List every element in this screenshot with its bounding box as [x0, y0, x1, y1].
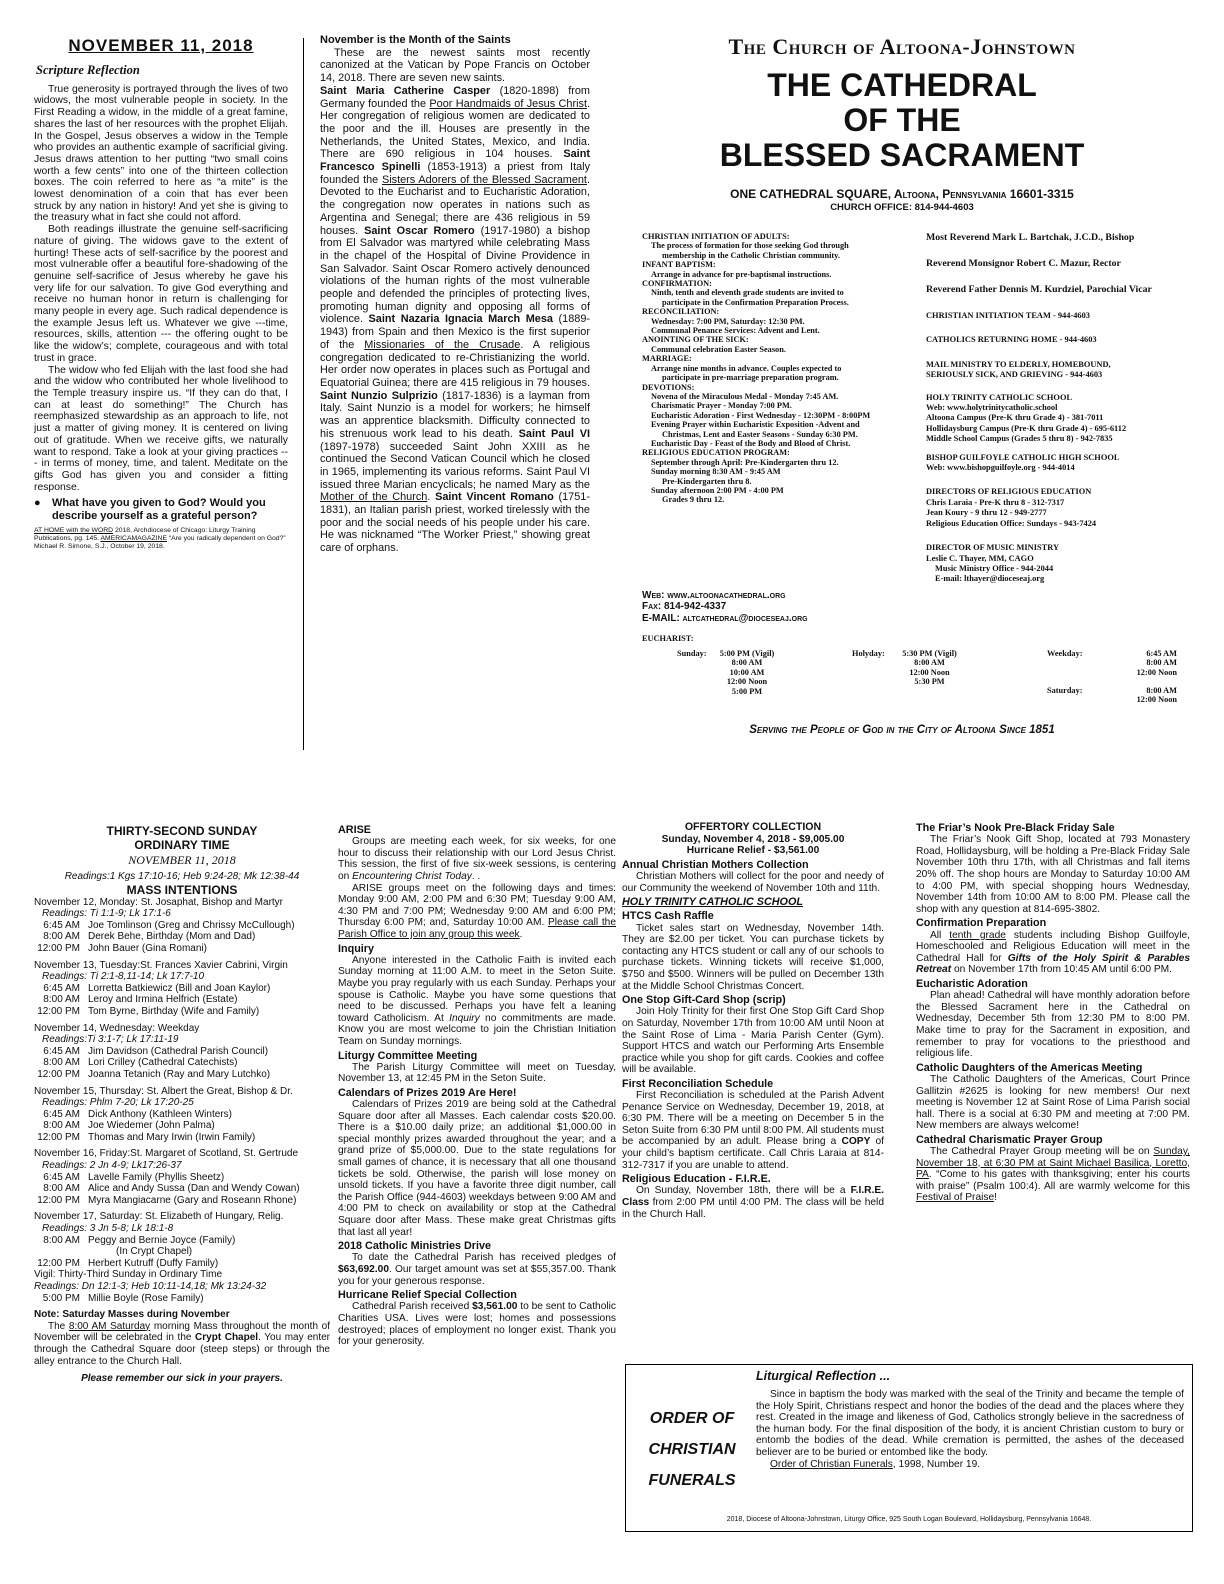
serving-tagline: Serving the People of God in the City of Altoona Since 1851 [749, 724, 1055, 736]
mass-row: 12:00 PM Herbert Kutruff (Duffy Family) [37, 1257, 219, 1269]
fire-heading: Religious Education - F.I.R.E. [622, 1173, 771, 1186]
mass-day-title: November 16, Friday:St. Margaret of Scotland, St. Gertrude [34, 1148, 299, 1160]
call-parish-office-link[interactable]: Please call the Parish Office to join any group this week [338, 917, 616, 940]
question-text: What have you given to God? Would you describe yourself as a grateful person? [52, 497, 266, 522]
sacrament-heading: CONFIRMATION: [642, 279, 712, 289]
arise-heading: ARISE [338, 824, 371, 836]
confirmation-text: All tenth grade students including Bishop Guilfoyle, Homeschooled and Religious Education will meet in the Cathedral Hall for Gifts of the Holy Spirit & Parables Retreat on November 17th from 10:45 AM until 6:00 PM. [916, 929, 1190, 976]
mass-row: 8:00 AM Alice and Andy Sussa (Dan and Wendy Cowan) [43, 1183, 300, 1195]
note-heading: Note: Saturday Masses during November [34, 1309, 230, 1321]
adoration-heading: Eucharistic Adoration [916, 977, 1028, 990]
sunday-title-2: ORDINARY TIME [134, 838, 230, 852]
mass-row: 5:00 PM Millie Boyle (Rose Family) [42, 1292, 204, 1304]
mass-row: 8:00 AM Leroy and Irmina Helfrich (Estate) [43, 994, 238, 1006]
arise-paragraph-1: Groups are meeting each week, for six weeks, for one hour to discuss their relationship with our Lord Jesus Christ. This session, the first of five six-week sessions, is centering on Encountering Christ Today. . [338, 836, 616, 882]
masthead [612, 34, 1192, 214]
mass-day-title: November 14, Wednesday: Weekday [34, 1022, 200, 1034]
bulletin-date: NOVEMBER 11, 2018 [68, 36, 254, 55]
saint-name: Saint Nunzio Sulprizio [320, 389, 438, 402]
sacrament-heading: CHRISTIAN INITIATION OF ADULTS: [642, 232, 790, 241]
saint-link[interactable]: Sisters Adorers of the Blessed Sacrament [381, 173, 587, 186]
mass-row: (In Crypt Chapel) [116, 1246, 193, 1258]
funerals-citation-link[interactable]: Order of Christian Funerals [770, 1458, 893, 1470]
eucharist-label: EUCHARIST: [642, 634, 694, 643]
htcs-heading: HOLY TRINITY CATHOLIC SCHOOL [622, 896, 803, 909]
reflection-paragraph-3: The widow who fed Elijah with the last food she had and the widow who contributed her whole livelihood to the Temple treasury inspire us. “If they can do that, I can at least do something!” The Church has reemphasized stewardship as an approach to life, not just a matter of giving money. It is centered on living out of gratitude. When we receive gifts, we naturally want to respond. Take a look at your giving practices --- in terms of money, time, and talent. Meditate on the gifts God has given you and consider a fitting response. [34, 364, 288, 493]
vigil-readings: Readings: Dn 12:1-3; Heb 10:11-14,18; Mk 13:24-32 [34, 1281, 267, 1292]
liturgical-heading: Liturgical Reflection ... [756, 1369, 891, 1383]
sunday-times: 5:00 PM (Vigil) 8:00 AM 10:00 AM 12:00 Noon 5:00 PM [719, 649, 775, 696]
note-text: The 8:00 AM Saturday morning Mass throughout the month of November will be celebrated in the Crypt Chapel. You may enter through the Cathedral Square door (steep steps) or through the alley entrance to the Church Hall. [34, 1320, 330, 1367]
offertory-sunday: Sunday, November 4, 2018 - $9,005.00 [661, 833, 845, 845]
offertory-hurricane: Hurricane Relief - $3,561.00 [686, 845, 820, 857]
bullet-icon: ● [34, 497, 41, 510]
mass-row: 8:00 AM Lori Crilley (Cathedral Catechists) [43, 1057, 238, 1069]
source-text-2: “Are you radically dependent on God?” Michael R. Simone, S.J., October 19, 2018. [34, 535, 286, 551]
saturday-times: 8:00 AM 12:00 Noon [1136, 686, 1177, 705]
clergy-vicar: Reverend Father Dennis M. Kurdziel, Parochial Vicar [926, 284, 1152, 295]
saint-name: Saint Francesco Spinelli [320, 148, 590, 174]
masthead-title-3: BLESSED SACRAMENT [719, 137, 1085, 173]
fire-text: On Sunday, November 18th, there will be a F.I.R.E. Class from 2:00 PM until 4:00 PM. The class will be held in the Church Hall. [622, 1185, 884, 1220]
reflection-heading: Scripture Reflection [36, 63, 140, 77]
mass-row: 8:00 AM Joe Wiedemer (John Palma) [43, 1120, 215, 1132]
sacrament-heading: ANOINTING OF THE SICK: [642, 335, 749, 345]
sick-prayers: Please remember our sick in your prayers. [81, 1373, 283, 1385]
liturgy-text: The Parish Liturgy Committee will meet on Tuesday, November 13, at 12:45 PM in the Seton Suite. [338, 1061, 616, 1085]
scrip-heading: One Stop Gift-Card Shop (scrip) [622, 994, 786, 1007]
contact-religious-ed: DIRECTORS OF RELIGIOUS EDUCATION Chris Laraia - Pre-K thru 8 - 312-7317 Jean Koury - 9 thru 12 - 949-2777 Religious Education Office: Sundays - 943-7424 [926, 487, 1097, 528]
column-divider [303, 38, 304, 750]
mass-row: 12:00 PM John Bauer (Gina Romani) [37, 942, 207, 954]
mothers-text: Christian Mothers will collect for the poor and needy of our Community the weekend of November 10th and 11th. [622, 870, 884, 894]
saint-link[interactable]: Mother of the Church [320, 491, 428, 504]
web-contacts [642, 590, 917, 630]
arise-column [338, 822, 616, 1544]
mass-day-title: November 12, Monday: St. Josaphat, Bishop and Martyr [34, 896, 284, 908]
friars-column [916, 822, 1190, 1358]
contact-bishop-guilfoyle: BISHOP GUILFOYLE CATHOLIC HIGH SCHOOL Web: www.bishopguilfoyle.org - 944-4014 [926, 452, 1120, 473]
cda-text: The Catholic Daughters of the Americas, Court Prince Gallitzin #2625 is looking for new members! Our next meeting is November 12 at Saint Rose of Lima Parish social hall. There is a social at 6:30 PM and meeting at 7:00 PM. New members are always welcome! [916, 1073, 1190, 1132]
prayer-group-heading: Cathedral Charismatic Prayer Group [916, 1133, 1103, 1146]
email-link[interactable]: E-MAIL: altcathedral@dioceseaj.org [642, 612, 808, 624]
mass-row: 6:45 AM Joe Tomlinson (Greg and Chrissy McCullough) [43, 919, 295, 931]
mass-row: 6:45 AM Jim Davidson (Cathedral Parish Council) [43, 1045, 269, 1057]
contact-music: DIRECTOR OF MUSIC MINISTRY Leslie C. Thayer, MM, CAGO Music Ministry Office - 944-2044 E-mail: lthayer@dioceseaj.org [926, 543, 1060, 584]
reconciliation-heading: First Reconciliation Schedule [622, 1077, 774, 1090]
mass-day-title: November 17, Saturday: St. Elizabeth of Hungary, Relig. [34, 1211, 284, 1223]
mass-row: 12:00 PM Joanna Tetanich (Ray and Mary Lutchko) [37, 1068, 271, 1080]
clergy-rector: Reverend Monsignor Robert C. Mazur, Rector [926, 258, 1121, 269]
holyday-label: Holyday: [852, 649, 885, 658]
friar-text: The Friar’s Nook Gift Shop, located at 793 Monastery Road, Hollidaysburg, will be holding a Pre-Black Friday Sale November 10th thru 17th, with all Christmas and fall items 20% off. The shop hours are Monday to Saturday 10:00 AM to 4:00 PM, with special shopping hours Wednesday, November 14th from 10:00 AM to 8:00 PM. Please call the shop with any question at 814-695-3802. [916, 834, 1190, 915]
sacrament-heading: INFANT BAPTISM: [642, 260, 716, 270]
sunday-label: Sunday: [677, 649, 707, 658]
mass-day: November 14, Wednesday: Weekday Readings:Ti 3:1-7; Lk 17:11-19 6:45 AM Jim Davidson (Cathedral Parish Council) 8:00 AM Lori Crilley (Cathedral Catechists) 12:00 PM Joanna Tetanich (Ray and Mary Lutchko) [34, 1023, 330, 1081]
prayer-group-text: The Cathedral Prayer Group meeting will be on Sunday, November 18, at 6:30 PM at Saint Michael Basilica, Loretto, PA. “Come to his gates with thanksgiving; enter his courts with praise” (Psalm 100:4). All are warmly welcome for this Festival of Praise! [916, 1146, 1190, 1204]
saint-name: Saint Oscar Romero [364, 224, 475, 237]
saint-link[interactable]: Poor Handmaids of Jesus Christ [429, 97, 587, 110]
fax-number: Fax: 814-942-4337 [642, 601, 727, 613]
inquiry-heading: Inquiry [338, 942, 374, 955]
mass-day: November 16, Friday:St. Margaret of Scotland, St. Gertrude Readings: 2 Jn 4-9; Lk17:26-37 6:45 AM Lavelle Family (Phyllis Sheetz) 8:00 AM Alice and Andy Sussa (Dan and Wendy Cowan) 12:00 PM Myra Mangiacarne (Gary and Roseann Rhone) [34, 1148, 330, 1206]
saints-intro: These are the newest saints most recently canonized at the Vatican by Pope Francis on October 14, 2018. There are seven new saints. [320, 46, 590, 85]
reflection-source [34, 527, 288, 551]
hurricane-text: Cathedral Parish received $3,561.00 to be sent to Catholic Charities USA. Lives were lost; homes and possessions destroyed; places of employment no longer exist. Thank you for your generosity. [338, 1301, 616, 1348]
mass-day: November 13, Tuesday:St. Frances Xavier Cabrini, Virgin Readings: Ti 2:1-8,11-14; Lk 17:7-10 6:45 AM Lorretta Batkiewicz (Bill and Joan Kaylor) 8:00 AM Leroy and Irmina Helfrich (Estate) 12:00 PM Tom Byrne, Birthday (Wife and Family) [34, 960, 330, 1018]
eucharist-schedule [642, 634, 1192, 709]
cda-heading: Catholic Daughters of the Americas Meeting [916, 1061, 1143, 1074]
inquiry-text: Anyone interested in the Catholic Faith is invited each Sunday morning at 11:00 A.M. to meet in the Seton Suite. Maybe you pray regularly with us each Sunday. Perhaps your spouse is Catholic. Maybe you have some questions that need to be discussed. Perhaps you have felt a leaning toward Catholicism. At Inquiry no commitments are made. Know you are most welcome to join the Christian Initiation Team on Sunday mornings. [338, 954, 616, 1047]
arise-paragraph-2: ARISE groups meet on the following days and times: Monday 9:00 AM, 2:00 PM and 6:30 PM; Tuesday 9:00 AM, 4:30 PM and 7:00 PM; Wednesday 9:00 AM and 6:00 PM; Thursday 6:00 PM; and, Saturday 10:00 AM. Please call the Parish Office to join any group this week. [338, 882, 616, 940]
contact-returning-home: CATHOLICS RETURNING HOME - 944-4603 [926, 335, 1097, 345]
scripture-column [34, 36, 288, 756]
scrip-text: Join Holy Trinity for their first One Stop Gift Card Shop on Saturday, November 17th from 10:00 AM until Noon at the Saint Rose of Lima - Maria Parish Center (Gym). Support HTCS and watch our Performing Arts Ensemble practice while you shop for gift cards. Cookies and coffee will be available. [622, 1006, 884, 1076]
sacrament-heading: RELIGIOUS EDUCATION PROGRAM: [642, 448, 790, 458]
saints-list: Saint Maria Catherine Casper (1820-1898) from Germany founded the Poor Handmaids of Jesus Christ. Her congregation of religious women are dedicated to the poor and the ill. Houses are presently in the Netherlands, the United States, Mexico, and India. There are 690 religious in 104 houses. Saint Francesco Spinelli (1853-1913) a priest from Italy founded the Sisters Adorers of the Blessed Sacrament. Devoted to the Eucharist and to Eucharistic Adoration, the congregation now operates in nations such as Argentina and Senegal; there are 436 religious in 59 houses. Saint Oscar Romero (1917-1980) a bishop from El Salvador was martyred while celebrating Mass in the chapel of the Hospital of Divine Providence in San Salvador. Saint Oscar Romero actively denounced violations of the human rights of the most vulnerable people and defended the principles of protecting lives, promoting human dignity and opposing all forms of violence. Saint Nazaria Ignacia March Mesa (1889-1943) from Spain and then Mexico is the first superior of the Missionaries of the Crusade. A religious congregation dedicated to re-Christianizing the world. Her order now operates in places such as Portugal and Equatorial Guinea; there are 415 religious in 79 houses. Saint Nunzio Sulprizio (1817-1836) is a layman from Italy. Saint Nunzio is a model for workers; he himself was an apprentice blacksmith. Difficulty connected to his strenuous work lead to his death. Saint Paul VI (1897-1978) succeeded Saint John XXIII as he continued the Second Vatican Council which he closed in 1965, implementing its various reforms. Saint Paul VI issued three Marian encyclicals; he named Mary as the Mother of the Church. Saint Vincent Romano (1751-1831), an Italian parish priest, worked tirelessly with the poor and the social needs of his people under his care. He was nicknamed “The Worker Priest,” showing great care of orphans. [320, 84, 590, 555]
sunday-title-1: THIRTY-SECOND SUNDAY [106, 824, 258, 838]
mass-row: 12:00 PM Tom Byrne, Birthday (Wife and Family) [37, 1005, 260, 1017]
mass-day-title: November 13, Tuesday:St. Frances Xavier Cabrini, Virgin [34, 959, 288, 971]
church-office-phone: CHURCH OFFICE: 814-944-4603 [830, 202, 974, 213]
saint-name: Saint Nazaria Ignacia March Mesa [368, 313, 553, 326]
reflection-question [34, 497, 288, 522]
church-address: ONE CATHEDRAL SQUARE, Altoona, Pennsylvania 16601-3315 [730, 187, 1074, 201]
sacraments-list: CHRISTIAN INITIATION OF ADULTS: The process of formation for those seeking God through membership in the Catholic Christian community. INFANT BAPTISM: Arrange in advance for pre-baptismal instructions. CONFIRMATION: Ninth, tenth and eleventh grade students are invited to participate in the Confirmation Preparation Process. RECONCILIATION: Wednesday: 7:00 PM, Saturday: 12:30 PM. Communal Penance Services: Advent and Lent. ANOINTING OF THE SICK: Communal celebration Easter Season. MARRIAGE: Arrange nine months in advance. Couples expected to participate in pre-marriage preparation program. DEVOTIONS: Novena of the Miraculous Medal - Monday 7:45 AM. Charismatic Prayer - Monday 7:00 PM. Eucharistic Adoration - First Wednesday - 12:30PM - 8:00PM Evening Prayer within Eucharistic Exposition -Advent and Christmas, Lent and Easter Seasons - Sunday 6:30 PM. Eucharistic Day - Feast of the Body and Blood of Christ. RELIGIOUS EDUCATION PROGRAM: September through April: Pre-Kindergarten thru 12. Sunday morning 8:30 AM - 9:45 AM Pre-Kindergarten thru 8. Sunday afternoon 2:00 PM - 4:00 PM Grades 9 thru 12. [642, 232, 917, 577]
sacrament-heading: RECONCILIATION: [642, 307, 720, 317]
friar-heading: The Friar’s Nook Pre-Black Friday Sale [916, 822, 1115, 834]
church-name: The Church of Altoona-Johnstown [728, 34, 1076, 59]
liturgical-text: Since in baptism the body was marked with the seal of the Trinity and became the temple of the Holy Spirit, Christians respect and honor the bodies of the dead and the places where they rest. Created in the image and likeness of God, Catholics strongly believe in the sacredness of the human body. For the final disposition of the body, it is ancient Christian custom to bury or entomb the bodies of the dead. While cremation is permitted, the ashes of the deceased believer are to be buried or entombed like the body. Order of Christian Funerals, 1998, Number 19. [756, 1389, 1184, 1470]
calendars-text: Calendars of Prizes 2019 are being sold at the Cathedral Square door after all Masses. Each calendar costs $20.00. There is a $10.00 daily prize; an additional $1,000.00 in special monthly prizes awarded throughout the year; and a grand prize of $5,000.00. Due to the state regulations for small games of chance, it is necessary that all one thousand tickets be sold. Otherwise, the parish will lose money on unsold tickets. If you have a favorite three digit number, call the Parish Office (944-4603) weekdays between 9:00 AM and 4:00 PM to check on availability or stop at the Cathedral Square door after Mass. These make great Christmas gifts that last all year! [338, 1099, 616, 1238]
liturgy-heading: Liturgy Committee Meeting [338, 1049, 478, 1062]
ministries-text: To date the Cathedral Parish has received pledges of $63,692.00. Our target amount was set at $55,357.00. Thank you for your generous response. [338, 1252, 616, 1287]
mass-intentions-column [34, 824, 330, 1544]
contact-mail-ministry: MAIL MINISTRY TO ELDERLY, HOMEBOUND, SERIOUSLY SICK, AND GRIEVING - 944-4603 [926, 359, 1111, 380]
masthead-title-2: OF THE [843, 102, 961, 138]
mass-row: 8:00 AM Peggy and Bernie Joyce (Family) [43, 1234, 236, 1246]
liturgical-footer: 2018, Diocese of Altoona-Johnstown, Liturgy Office, 925 South Logan Boulevard, Hollidaysburg, Pennsylvania 16648. [726, 1516, 1092, 1523]
hurricane-heading: Hurricane Relief Special Collection [338, 1289, 517, 1302]
sunday-date: NOVEMBER 11, 2018 [128, 853, 236, 867]
saint-name: Saint Vincent Romano [435, 491, 554, 504]
website-link[interactable]: Web: www.altoonacathedral.org [642, 590, 786, 601]
weekday-times: 6:45 AM 8:00 AM 12:00 Noon [1136, 649, 1177, 677]
contact-initiation-team: CHRISTIAN INITIATION TEAM - 944-4603 [926, 311, 1090, 320]
offertory-heading: OFFERTORY COLLECTION [684, 822, 822, 833]
ministries-heading: 2018 Catholic Ministries Drive [338, 1240, 492, 1253]
mass-row: 6:45 AM Lorretta Batkiewicz (Bill and Joan Kaylor) [43, 982, 271, 994]
mass-day: November 17, Saturday: St. Elizabeth of Hungary, Relig. Readings: 3 Jn 5-8; Lk 18:1-8 8:00 AM Peggy and Bernie Joyce (Family) (In Crypt Chapel) 12:00 PM Herbert Kutruff (Duffy Family) [34, 1211, 330, 1269]
sacrament-heading: MARRIAGE: [642, 354, 692, 364]
mass-row: 8:00 AM Derek Behe, Birthday (Mom and Dad) [43, 931, 256, 943]
raffle-heading: HTCS Cash Raffle [622, 910, 714, 923]
vigil-title: Vigil: Thirty-Third Sunday in Ordinary Time [34, 1269, 223, 1281]
mass-day: November 15, Thursday: St. Albert the Great, Bishop & Dr. Readings: Phlm 7-20; Lk 17:20-25 6:45 AM Dick Anthony (Kathleen Winters) 8:00 AM Joe Wiedemer (John Palma) 12:00 PM Thomas and Mary Irwin (Irwin Family) [34, 1086, 330, 1144]
offertory-column [622, 822, 884, 1358]
adoration-text: Plan ahead! Cathedral will have monthly adoration before the Blessed Sacrament here in the Cathedral on Wednesday, December 5th from 12:30 PM to 8:00 PM. Make time to pray for the Sacrament in exposition, and remember to pray for vocations to the priesthood and religious life. [916, 990, 1190, 1060]
mass-day-title: November 15, Thursday: St. Albert the Great, Bishop & Dr. [34, 1085, 293, 1097]
funerals-title: ORDER OF CHRISTIAN FUNERALS [648, 1410, 736, 1489]
source-link-america[interactable]: AMERICAMAGAZINE [100, 535, 167, 543]
saturday-label: Saturday: [1047, 686, 1083, 695]
liturgical-reflection-box [625, 1364, 1193, 1532]
sunday-readings: Readings:1 Kgs 17:10-16; Heb 9:24-28; Mk 12:38-44 [64, 871, 300, 882]
mass-day: November 12, Monday: St. Josaphat, Bishop and Martyr Readings: Ti 1:1-9; Lk 17:1-6 6:45 AM Joe Tomlinson (Greg and Chrissy McCullough) 8:00 AM Derek Behe, Birthday (Mom and Dad) 12:00 PM John Bauer (Gina Romani) [34, 897, 330, 955]
clergy-bishop: Most Reverend Mark L. Bartchak, J.C.D., Bishop [926, 232, 1135, 243]
saints-heading: November is the Month of the Saints [320, 34, 511, 46]
weekday-label: Weekday: [1047, 649, 1083, 658]
reconciliation-text: First Reconciliation is scheduled at the Parish Advent Penance Service on Wednesday, December 19, 2018, at 6:30 PM. There will be a meeting on December 5 in the Seton Suite from 6:30 PM until 8:00 PM. All students must be accompanied by an adult. Please bring a COPY of your child’s baptism certificate. Call Chris Laraia at 814-312-7317 if you are unable to attend. [622, 1090, 884, 1171]
masthead-title-1: THE CATHEDRAL [767, 67, 1037, 103]
saint-name: Saint Maria Catherine Casper [320, 84, 491, 97]
mass-row: 12:00 PM Thomas and Mary Irwin (Irwin Family) [37, 1131, 256, 1143]
mothers-heading: Annual Christian Mothers Collection [622, 858, 809, 871]
saints-column [320, 34, 590, 759]
sacrament-heading: DEVOTIONS: [642, 382, 695, 392]
calendars-heading: Calendars of Prizes 2019 Are Here! [338, 1086, 517, 1099]
mass-row: 6:45 AM Lavelle Family (Phyllis Sheetz) [43, 1171, 225, 1183]
mass-row: 12:00 PM Myra Mangiacarne (Gary and Roseann Rhone) [37, 1194, 297, 1206]
holyday-times: 5:30 PM (Vigil) 8:00 AM 12:00 Noon 5:30 PM [902, 649, 957, 687]
mass-intentions-heading: MASS INTENTIONS [126, 882, 238, 897]
contact-holy-trinity: HOLY TRINITY CATHOLIC SCHOOL Web: www.holytrinitycatholic.school Altoona Campus (Pre-K thru Grade 4) - 381-7011 Hollidaysburg Campus (Pre-K thru Grade 4) - 695-6112 Middle School Campus (Grades 5 thru 8) - 942-7835 [926, 392, 1127, 444]
clergy-contacts [926, 232, 1196, 630]
reflection-paragraph-1: True generosity is portrayed through the lives of two widows, the most vulnerable people in society. In the First Reading a widow, in the middle of a great famine, shares the last of her resources with the prophet Elijah. In the Gospel, Jesus observes a widow in the Temple who provides an authentic example of sacrificial giving. Jesus draws attention to her putting “two small coins worth a few cents” into one of the thirteen collection boxes. The coin referred to here as “a mite” is the lowest denomination of a coin that has ever been struck by any nation in history! And yet she is giving to the treasury what in fact she could not afford. [34, 83, 288, 224]
saint-link[interactable]: Missionaries of the Crusade [364, 338, 521, 351]
saint-name: Saint Paul VI [518, 427, 590, 440]
source-link-at-home[interactable]: AT HOME with the WORD [34, 527, 114, 535]
source-text: 2018, Archdiocese of Chicago: Liturgy Training Publications, pg. 145. [34, 527, 256, 543]
raffle-text: Ticket sales start on Wednesday, November 14th. They are $2.00 per ticket. You can purchase tickets by contacting any HTCS student or call any of our schools to purchase tickets. Winning tickets will receive $1,000, $750 and $500. Winners will be pulled on December 13th at the Middle School Christmas Concert. [622, 922, 884, 992]
reflection-paragraph-2: Both readings illustrate the genuine self-sacrificing nature of giving. The widows gave to the extent of hurting! These acts of self-sacrifice by the poorest and most vulnerable offer a beautiful fore-shadowing of the genuine self-sacrifice of Jesus whereby he gave his very life for our salvation. To give God everything and receive no human honor in return is challenging for many people in every age. Such radical dependence is the example Jesus left us. Whatever we give ---time, resources, skills, attention --- the offering ought to be like the widow’s; complete, courageous and with total trust in grace. [34, 224, 288, 364]
confirmation-heading: Confirmation Preparation [916, 917, 1047, 930]
mass-row: 6:45 AM Dick Anthony (Kathleen Winters) [43, 1108, 232, 1120]
